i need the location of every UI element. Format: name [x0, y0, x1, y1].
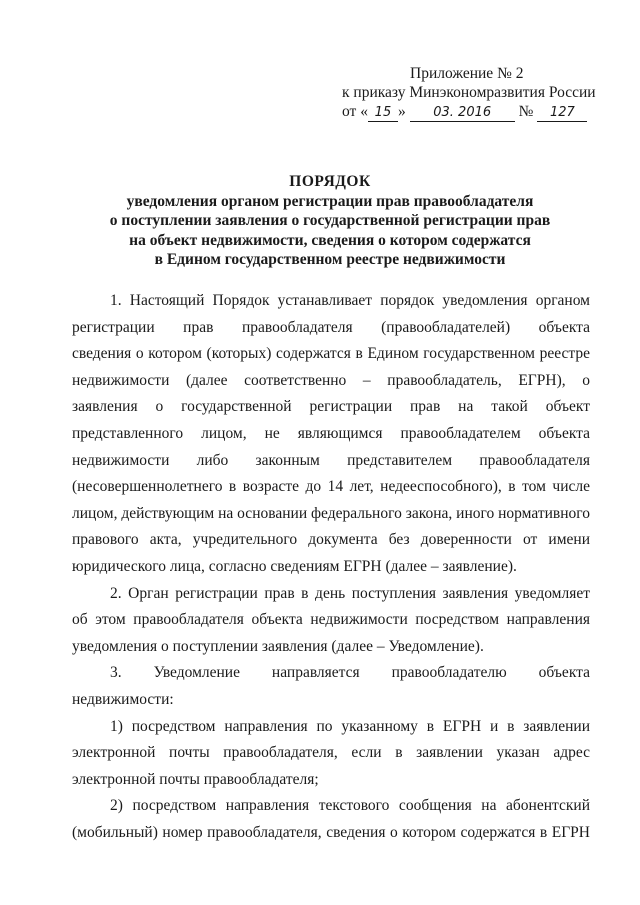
body-line: 3. Уведомление направляется правообладателю объекта	[110, 664, 590, 682]
body-line: уведомления о поступлении заявления (далее – Уведомление).	[72, 637, 484, 655]
body-line: недвижимости либо законным представителем правообладателя	[72, 451, 590, 469]
date-mid: »	[397, 103, 406, 120]
number-label: №	[518, 103, 534, 120]
body-line: об этом правообладателя объекта недвижимости посредством направления	[72, 611, 590, 629]
date-prefix: от «	[342, 103, 368, 120]
body-line: юридического лица, согласно сведениям ЕГРН (далее – заявление).	[72, 557, 517, 575]
body-line: представленного лицом, не являющимся правообладателем объекта	[72, 424, 590, 442]
date-month-year-handwritten: 03. 2016	[410, 105, 515, 122]
title-line: уведомления органом регистрации прав правообладателя	[126, 192, 534, 210]
body-line: электронной почты правообладателя;	[72, 770, 319, 788]
body-line: недвижимости (далее соответственно – правообладатель, ЕГРН), о	[72, 371, 590, 389]
body-line: лицом, действующим на основании федерального закона, иного нормативного	[72, 504, 590, 522]
order-reference: к приказу Минэкономразвития России	[342, 84, 596, 101]
order-date-line	[342, 102, 612, 121]
body-line: электронной почты правообладателя, если в заявлении указан адрес	[72, 744, 590, 762]
body-line: сведения о котором (которых) содержатся в Едином государственном реестре	[72, 345, 590, 363]
body-line: регистрации прав правообладателя (правообладателей) объекта	[72, 318, 590, 336]
body-line: правового акта, учредительного документа без доверенности от имени	[72, 531, 590, 549]
appendix-title: Приложение № 2	[410, 65, 524, 82]
title-line: на объект недвижимости, сведения о котором содержатся	[129, 231, 531, 249]
body-line: 1) посредством направления по указанному в ЕГРН и в заявлении	[110, 717, 590, 735]
body-line: (несовершеннолетнего в возрасте до 14 лет, недееспособного), в том числе	[72, 478, 590, 496]
title-line: о поступлении заявления о государственной регистрации прав	[109, 212, 551, 229]
body-line: 2. Орган регистрации прав в день поступления заявления уведомляет	[110, 584, 590, 602]
body-line: 1. Настоящий Порядок устанавливает порядок уведомления органом	[110, 292, 590, 309]
appendix-header	[342, 64, 612, 121]
body-line: (мобильный) номер правообладателя, сведения о котором содержатся в ЕГРН	[72, 823, 590, 841]
body-line: 2) посредством направления текстового сообщения на абонентский	[110, 797, 590, 815]
document-title	[60, 172, 600, 270]
order-number-handwritten: 127	[537, 105, 587, 122]
date-day-handwritten: 15	[368, 105, 398, 122]
title-line: в Едином государственном реестре недвижимости	[154, 251, 506, 268]
body-line: заявления о государственной регистрации прав на такой объект	[72, 398, 590, 416]
title-main: ПОРЯДОК	[289, 173, 371, 190]
document-body	[72, 288, 590, 846]
body-line: недвижимости:	[72, 690, 174, 708]
